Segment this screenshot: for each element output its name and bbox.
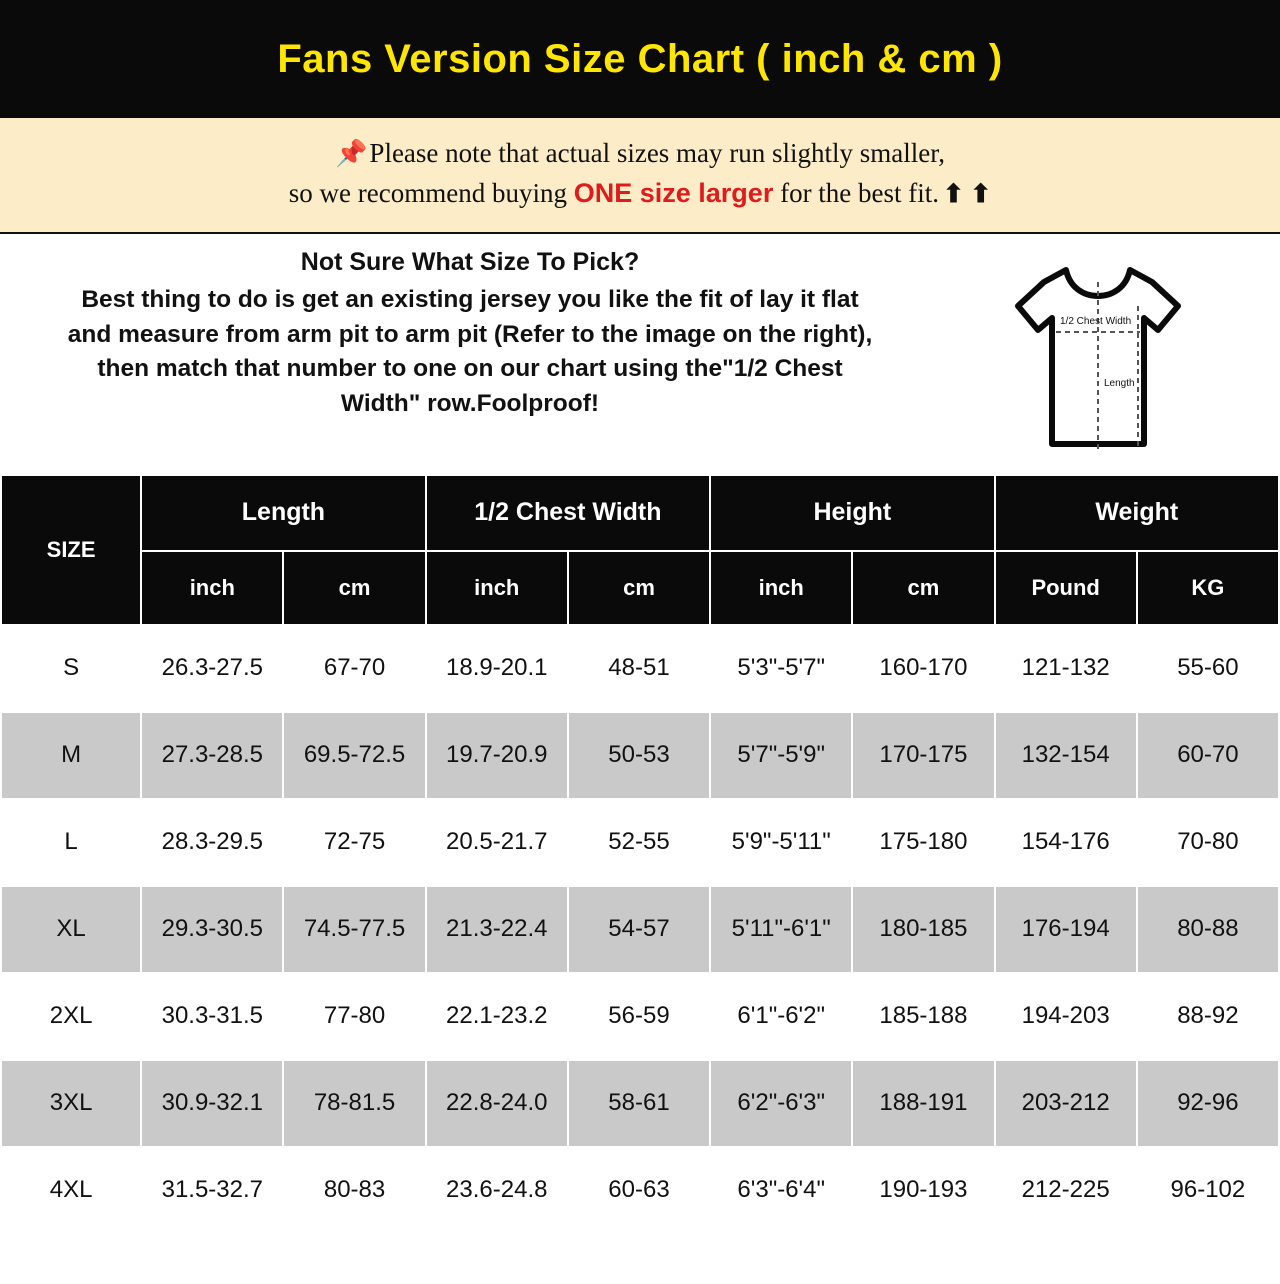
row-size-label: L bbox=[1, 799, 141, 886]
cell-length-inch: 30.3-31.5 bbox=[141, 973, 283, 1060]
tshirt-measurement-diagram bbox=[1008, 258, 1188, 458]
cell-height-inch: 5'7"-5'9" bbox=[710, 712, 852, 799]
help-heading: Not Sure What Size To Pick? bbox=[300, 247, 640, 276]
table-row bbox=[1, 799, 1279, 886]
cell-height-inch: 6'1"-6'2" bbox=[710, 973, 852, 1060]
header-unit-height-inch: inch bbox=[710, 551, 852, 625]
cell-weight-kg: 60-70 bbox=[1137, 712, 1279, 799]
cell-chest-cm: 54-57 bbox=[568, 886, 710, 973]
header-group-weight: Weight bbox=[995, 475, 1279, 551]
table-header-row-groups bbox=[1, 475, 1279, 551]
row-size-label: S bbox=[1, 625, 141, 712]
diagram-length-label: Length bbox=[1104, 377, 1135, 389]
header-size: SIZE bbox=[1, 475, 141, 625]
cell-chest-cm: 48-51 bbox=[568, 625, 710, 712]
measuring-help-section bbox=[0, 234, 1280, 474]
help-line-3: then match that number to one on our chart using the"1/2 Chest bbox=[97, 355, 843, 383]
size-note-banner bbox=[0, 118, 1280, 234]
row-size-label: XL bbox=[1, 886, 141, 973]
cell-chest-cm: 58-61 bbox=[568, 1060, 710, 1147]
note-line-2-before: so we recommend buying bbox=[288, 177, 574, 208]
cell-chest-inch: 18.9-20.1 bbox=[426, 625, 568, 712]
header-unit-chest-inch: inch bbox=[426, 551, 568, 625]
cell-height-inch: 5'3"-5'7" bbox=[710, 625, 852, 712]
row-size-label: 4XL bbox=[1, 1147, 141, 1234]
note-line-2 bbox=[20, 174, 1260, 214]
cell-chest-cm: 52-55 bbox=[568, 799, 710, 886]
table-row bbox=[1, 625, 1279, 712]
size-table-body bbox=[1, 625, 1279, 1234]
cell-height-cm: 175-180 bbox=[852, 799, 994, 886]
table-row bbox=[1, 886, 1279, 973]
cell-length-cm: 72-75 bbox=[283, 799, 425, 886]
cell-weight-pound: 121-132 bbox=[995, 625, 1137, 712]
cell-chest-inch: 22.8-24.0 bbox=[426, 1060, 568, 1147]
cell-chest-cm: 60-63 bbox=[568, 1147, 710, 1234]
header-unit-chest-cm: cm bbox=[568, 551, 710, 625]
cell-weight-pound: 212-225 bbox=[995, 1147, 1137, 1234]
cell-weight-kg: 55-60 bbox=[1137, 625, 1279, 712]
cell-height-cm: 170-175 bbox=[852, 712, 994, 799]
cell-weight-pound: 176-194 bbox=[995, 886, 1137, 973]
cell-length-inch: 29.3-30.5 bbox=[141, 886, 283, 973]
cell-length-cm: 77-80 bbox=[283, 973, 425, 1060]
diagram-chest-label: 1/2 Chest Width bbox=[1060, 315, 1132, 327]
row-size-label: M bbox=[1, 712, 141, 799]
cell-length-inch: 31.5-32.7 bbox=[141, 1147, 283, 1234]
header-group-height: Height bbox=[710, 475, 994, 551]
table-row bbox=[1, 973, 1279, 1060]
table-header-row-units bbox=[1, 551, 1279, 625]
header-unit-length-inch: inch bbox=[141, 551, 283, 625]
cell-weight-kg: 70-80 bbox=[1137, 799, 1279, 886]
cell-chest-inch: 20.5-21.7 bbox=[426, 799, 568, 886]
cell-weight-pound: 203-212 bbox=[995, 1060, 1137, 1147]
help-text-block bbox=[0, 248, 940, 422]
help-line-2: and measure from arm pit to arm pit (Refer to the image on the right), bbox=[67, 320, 873, 348]
header-unit-length-cm: cm bbox=[283, 551, 425, 625]
cell-height-cm: 185-188 bbox=[852, 973, 994, 1060]
cell-length-cm: 74.5-77.5 bbox=[283, 886, 425, 973]
chart-header bbox=[0, 0, 1280, 118]
note-line-1-text: Please note that actual sizes may run slightly smaller, bbox=[369, 138, 945, 168]
cell-length-inch: 28.3-29.5 bbox=[141, 799, 283, 886]
cell-height-inch: 6'2"-6'3" bbox=[710, 1060, 852, 1147]
cell-weight-kg: 80-88 bbox=[1137, 886, 1279, 973]
page-title: Fans Version Size Chart ( inch & cm ) bbox=[277, 36, 1003, 81]
header-unit-weight-pound: Pound bbox=[995, 551, 1137, 625]
table-row bbox=[1, 1060, 1279, 1147]
cell-weight-pound: 194-203 bbox=[995, 973, 1137, 1060]
cell-height-cm: 190-193 bbox=[852, 1147, 994, 1234]
size-table bbox=[0, 474, 1280, 1235]
table-row bbox=[1, 712, 1279, 799]
table-row bbox=[1, 1147, 1279, 1234]
cell-length-cm: 67-70 bbox=[283, 625, 425, 712]
cell-weight-kg: 96-102 bbox=[1137, 1147, 1279, 1234]
note-line-1 bbox=[20, 134, 1260, 174]
header-group-length: Length bbox=[141, 475, 425, 551]
row-size-label: 2XL bbox=[1, 973, 141, 1060]
pin-icon: 📌 bbox=[335, 139, 368, 168]
cell-height-inch: 5'9"-5'11" bbox=[710, 799, 852, 886]
cell-length-inch: 30.9-32.1 bbox=[141, 1060, 283, 1147]
header-group-chest-width: 1/2 Chest Width bbox=[426, 475, 710, 551]
note-emphasis: ONE size larger bbox=[573, 177, 774, 208]
header-unit-weight-kg: KG bbox=[1137, 551, 1279, 625]
cell-chest-inch: 22.1-23.2 bbox=[426, 973, 568, 1060]
cell-weight-kg: 92-96 bbox=[1137, 1060, 1279, 1147]
cell-height-inch: 5'11"-6'1" bbox=[710, 886, 852, 973]
cell-height-cm: 160-170 bbox=[852, 625, 994, 712]
cell-chest-inch: 19.7-20.9 bbox=[426, 712, 568, 799]
size-table-head bbox=[1, 475, 1279, 625]
header-unit-height-cm: cm bbox=[852, 551, 994, 625]
cell-height-cm: 188-191 bbox=[852, 1060, 994, 1147]
cell-chest-cm: 50-53 bbox=[568, 712, 710, 799]
row-size-label: 3XL bbox=[1, 1060, 141, 1147]
cell-length-cm: 80-83 bbox=[283, 1147, 425, 1234]
help-line-1: Best thing to do is get an existing jersey you like the fit of lay it flat bbox=[81, 285, 859, 313]
cell-weight-kg: 88-92 bbox=[1137, 973, 1279, 1060]
note-line-2-after: for the best fit. bbox=[773, 177, 940, 208]
cell-length-inch: 26.3-27.5 bbox=[141, 625, 283, 712]
cell-length-cm: 78-81.5 bbox=[283, 1060, 425, 1147]
cell-weight-pound: 132-154 bbox=[995, 712, 1137, 799]
help-line-4: Width" row.Foolproof! bbox=[340, 390, 600, 418]
arrow-up-icon: ⬆ ⬆ bbox=[943, 180, 992, 208]
cell-chest-cm: 56-59 bbox=[568, 973, 710, 1060]
cell-length-inch: 27.3-28.5 bbox=[141, 712, 283, 799]
cell-height-cm: 180-185 bbox=[852, 886, 994, 973]
cell-length-cm: 69.5-72.5 bbox=[283, 712, 425, 799]
cell-chest-inch: 21.3-22.4 bbox=[426, 886, 568, 973]
cell-height-inch: 6'3"-6'4" bbox=[710, 1147, 852, 1234]
cell-chest-inch: 23.6-24.8 bbox=[426, 1147, 568, 1234]
cell-weight-pound: 154-176 bbox=[995, 799, 1137, 886]
